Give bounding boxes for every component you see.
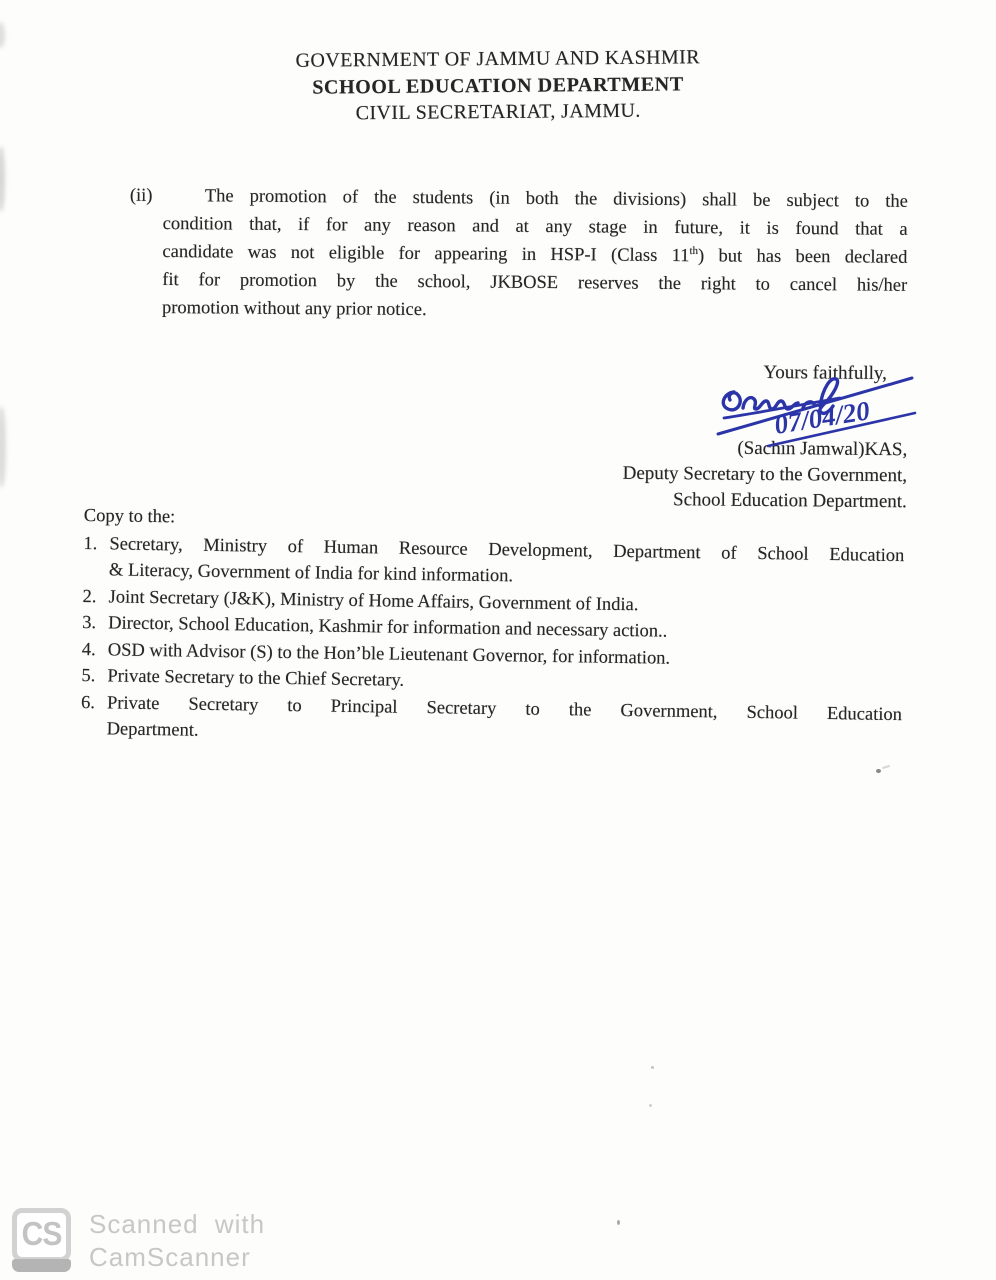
copy-item-number: 6. <box>80 692 96 713</box>
copy-item-line: & Literacy, Government of India for kind information. <box>108 560 514 587</box>
scan-edge-smudge <box>0 406 6 488</box>
clause-label: (ii) <box>129 185 153 206</box>
copy-item-line: Secretary, Ministry of Human Resource Development, Department of School Education <box>109 533 905 566</box>
copy-item-line: Private Secretary to the Chief Secretary. <box>107 666 405 691</box>
scan-edge-smudge <box>0 22 5 48</box>
scan-speck <box>882 765 890 769</box>
clause-line: promotion without any prior notice. <box>161 297 427 321</box>
clause-paragraph <box>129 182 908 328</box>
signatory-name: (Sachin Jamwal)KAS, <box>736 437 907 461</box>
clause-line: condition that, if for any reason and at any stage in future, it is found that a <box>162 213 908 240</box>
letterhead <box>0 44 996 129</box>
scan-edge-smudge <box>0 146 5 212</box>
scan-speck <box>876 769 881 773</box>
scan-speck <box>649 1104 652 1107</box>
salutation: Yours faithfully, <box>762 361 887 385</box>
copy-to-section <box>80 503 904 755</box>
copy-item-line: Joint Secretary (J&K), Ministry of Home Affairs, Government of India. <box>108 586 639 615</box>
watermark-line1: Scanned with <box>89 1209 266 1239</box>
camscanner-watermark-text <box>89 1208 265 1274</box>
letterhead-secretariat-line: CIVIL SECRETARIAT, JAMMU. <box>355 99 641 125</box>
copy-item-line: OSD with Advisor (S) to the Hon’ble Lieutenant Governor, for information. <box>107 639 671 669</box>
clause-line: The promotion of the students (in both the divisions) shall be subject to the <box>204 186 908 212</box>
copy-item-number: 4. <box>81 639 96 660</box>
signatory-department: School Education Department. <box>672 489 907 513</box>
copy-item-number: 3. <box>82 612 97 634</box>
copy-to-heading: Copy to the: <box>83 505 176 528</box>
handwritten-signature <box>700 362 920 450</box>
copy-item-line: Director, School Education, Kashmir for information and necessary action.. <box>108 613 668 642</box>
copy-item-number: 5. <box>81 665 96 687</box>
clause-line3-pre: candidate was not eligible for appearing in HSP-I (Class 11 <box>162 241 690 267</box>
camscanner-logo-base <box>12 1259 71 1272</box>
copy-item-line: Private Secretary to Principal Secretary to the Government, School Education <box>106 692 903 725</box>
camscanner-logo-square <box>12 1208 71 1262</box>
copy-item-6 <box>80 689 902 754</box>
copy-item-number: 1. <box>83 533 98 554</box>
clause-line: fit for promotion by the school, JKBOSE reserves the right to cancel his/her <box>162 269 908 296</box>
clause-ordinal-superscript: th <box>689 244 699 258</box>
watermark-line2: CamScanner <box>89 1242 251 1272</box>
camscanner-watermark <box>12 1208 265 1274</box>
letterhead-department-line: SCHOOL EDUCATION DEPARTMENT <box>312 73 684 99</box>
scan-speck <box>651 1066 654 1069</box>
copy-item-number: 2. <box>82 586 97 607</box>
signature-date: 07/04/20 <box>772 395 872 440</box>
copy-item-text <box>106 690 902 755</box>
letterhead-government-line: GOVERNMENT OF JAMMU AND KASHMIR <box>295 46 700 72</box>
copy-item-line: Department. <box>106 719 199 741</box>
clause-line3-post: ) but has been declared <box>697 246 908 268</box>
scan-speck <box>617 1220 620 1225</box>
signatory-designation: Deputy Secretary to the Government, <box>622 462 907 487</box>
camscanner-logo-icon <box>12 1208 71 1272</box>
camscanner-logo-letters: CS <box>21 1216 62 1253</box>
